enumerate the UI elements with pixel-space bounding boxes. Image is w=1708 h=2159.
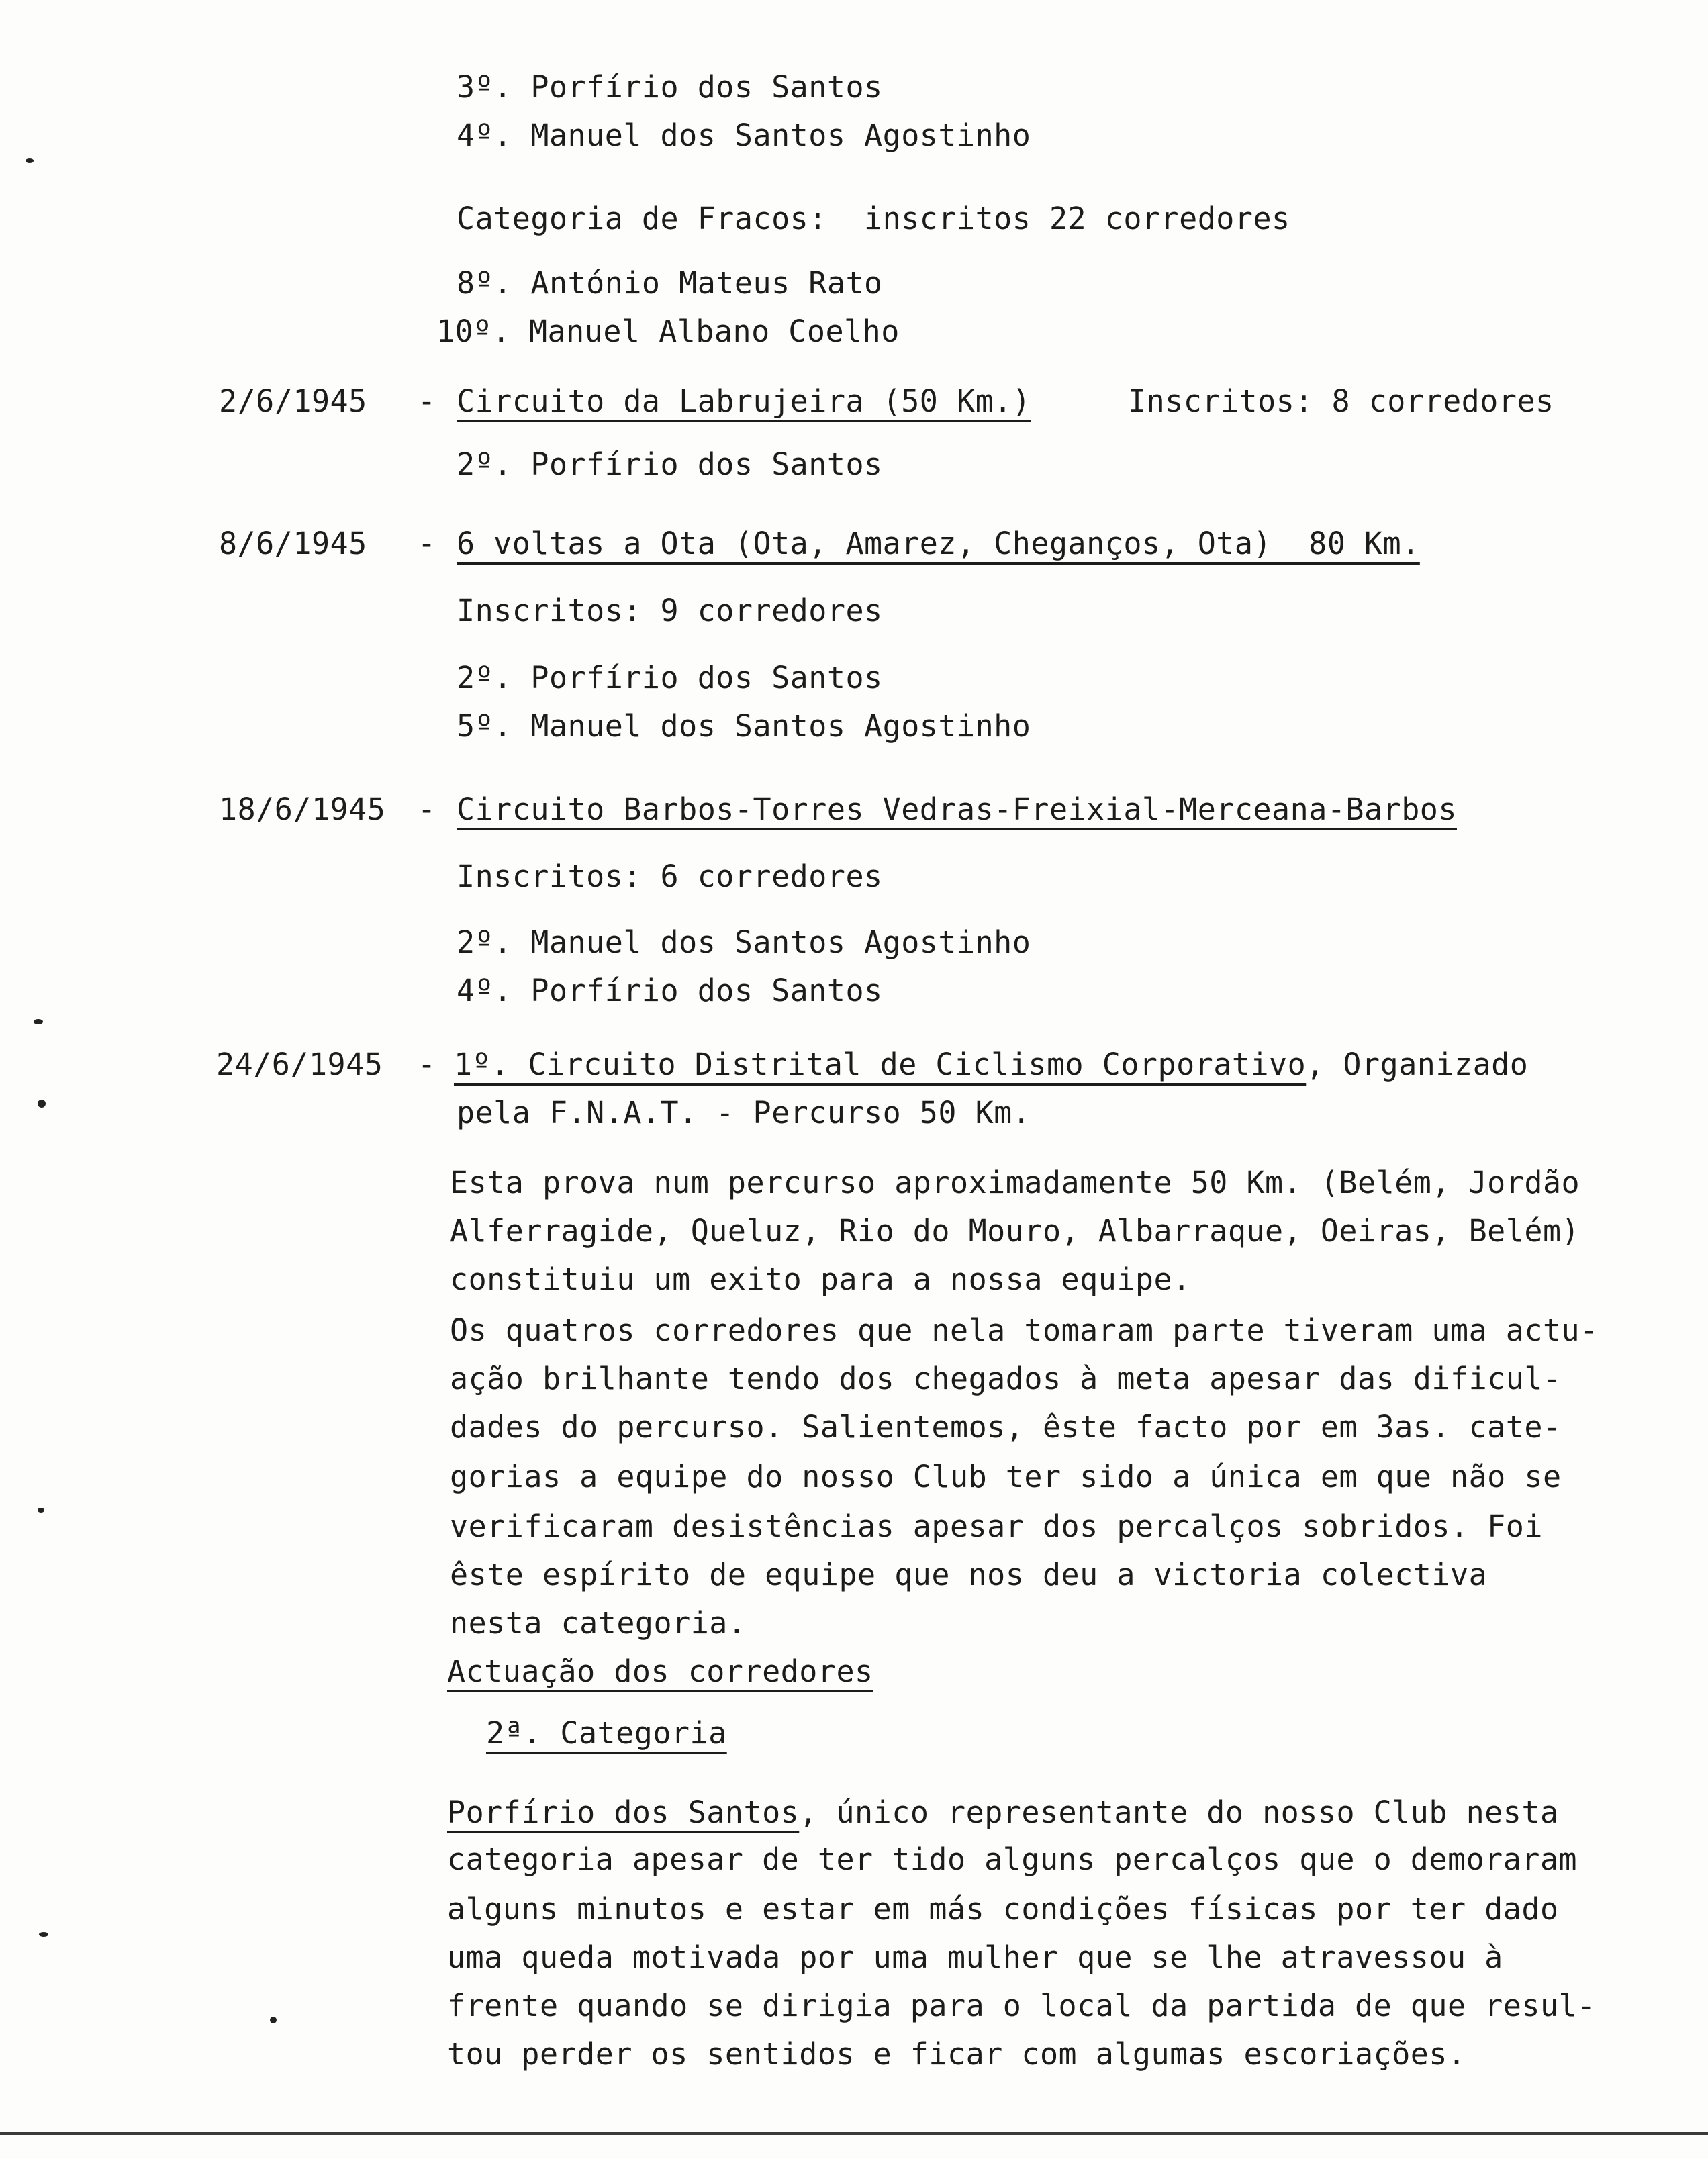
- race-date: 8/6/1945: [219, 526, 367, 561]
- section-heading: Actuação dos corredores: [447, 1653, 873, 1689]
- race-title: 1º. Circuito Distrital de Ciclismo Corporativo: [454, 1047, 1307, 1082]
- race-title-tail: , Organizado: [1306, 1047, 1529, 1082]
- paragraph-line: Esta prova num percurso aproximadamente 50 Km. (Belém, Jordão: [450, 1165, 1580, 1200]
- paragraph-line: Os quatros corredores que nela tomaram parte tiveram uma actu-: [450, 1312, 1599, 1348]
- paragraph-line: constituiu um exito para a nossa equipe.: [450, 1261, 1191, 1297]
- paragraph-line: dades do percurso. Salientemos, êste facto por em 3as. cate-: [450, 1409, 1562, 1445]
- bottom-edge-rule: [0, 2132, 1708, 2135]
- scan-speck: [34, 1019, 43, 1024]
- race-dash: -: [418, 383, 436, 419]
- race-inscritos: Inscritos: 6 corredores: [457, 859, 883, 894]
- scan-speck: [26, 158, 34, 163]
- race-dash: -: [418, 791, 436, 827]
- paragraph-tail: , único representante do nosso Club nesta: [799, 1794, 1559, 1830]
- paragraph-line: categoria apesar de ter tido alguns percalços que o demoraram: [447, 1841, 1578, 1877]
- paragraph-line: frente quando se dirigia para o local da partida de que resul-: [447, 1988, 1596, 2023]
- paragraph-line: tou perder os sentidos e ficar com algumas escoriações.: [447, 2036, 1466, 2072]
- paragraph-line: êste espírito de equipe que nos deu a victoria colectiva: [450, 1557, 1488, 1592]
- result-line: 4º. Manuel dos Santos Agostinho: [457, 117, 1031, 153]
- result-line: 2º. Porfírio dos Santos: [457, 446, 883, 482]
- result-line: 10º. Manuel Albano Coelho: [436, 314, 900, 349]
- result-line: 2º. Porfírio dos Santos: [457, 660, 883, 695]
- race-title: Circuito Barbos-Torres Vedras-Freixial-Merceana-Barbos: [457, 791, 1457, 827]
- race-title-line: [454, 1045, 1528, 1085]
- scan-speck: [270, 2017, 277, 2023]
- paragraph-line: nesta categoria.: [450, 1605, 747, 1641]
- category-heading: 2ª. Categoria: [486, 1715, 727, 1751]
- scan-speck: [38, 1508, 44, 1513]
- paragraph-line: Alferragide, Queluz, Rio do Mouro, Albarraque, Oeiras, Belém): [450, 1213, 1580, 1249]
- result-line: 2º. Manuel dos Santos Agostinho: [457, 924, 1031, 960]
- result-line: 3º. Porfírio dos Santos: [457, 69, 883, 105]
- result-line: 5º. Manuel dos Santos Agostinho: [457, 708, 1031, 744]
- runner-name: Porfírio dos Santos: [447, 1794, 800, 1830]
- result-line: 4º. Porfírio dos Santos: [457, 973, 883, 1008]
- paragraph-line: verificaram desistências apesar dos percalços sobridos. Foi: [450, 1508, 1543, 1544]
- scan-speck: [38, 1100, 46, 1108]
- race-dash: -: [418, 526, 436, 561]
- result-line: 8º. António Mateus Rato: [457, 265, 883, 301]
- paragraph-line: gorias a equipe do nosso Club ter sido a única em que não se: [450, 1459, 1562, 1494]
- paragraph-line: alguns minutos e estar em más condições físicas por ter dado: [447, 1891, 1559, 1927]
- race-title: Circuito da Labrujeira (50 Km.): [457, 383, 1031, 419]
- scan-speck: [39, 1932, 48, 1937]
- race-inscritos: Inscritos: 9 corredores: [457, 593, 883, 628]
- race-date: 2/6/1945: [219, 383, 367, 419]
- paragraph-line: uma queda motivada por uma mulher que se lhe atravessou à: [447, 1939, 1503, 1975]
- race-date: 24/6/1945: [216, 1047, 383, 1082]
- race-date: 18/6/1945: [219, 791, 386, 827]
- race-subtitle: pela F.N.A.T. - Percurso 50 Km.: [457, 1095, 1031, 1131]
- category-line: Categoria de Fracos: inscritos 22 corredores: [457, 201, 1290, 236]
- paragraph-line: [447, 1792, 1559, 1833]
- paragraph-line: ação brilhante tendo dos chegados à meta apesar das dificul-: [450, 1361, 1562, 1396]
- race-title: 6 voltas a Ota (Ota, Amarez, Cheganços, Ota) 80 Km.: [457, 526, 1420, 561]
- race-inscritos: Inscritos: 8 corredores: [1128, 383, 1554, 419]
- race-dash: -: [418, 1047, 436, 1082]
